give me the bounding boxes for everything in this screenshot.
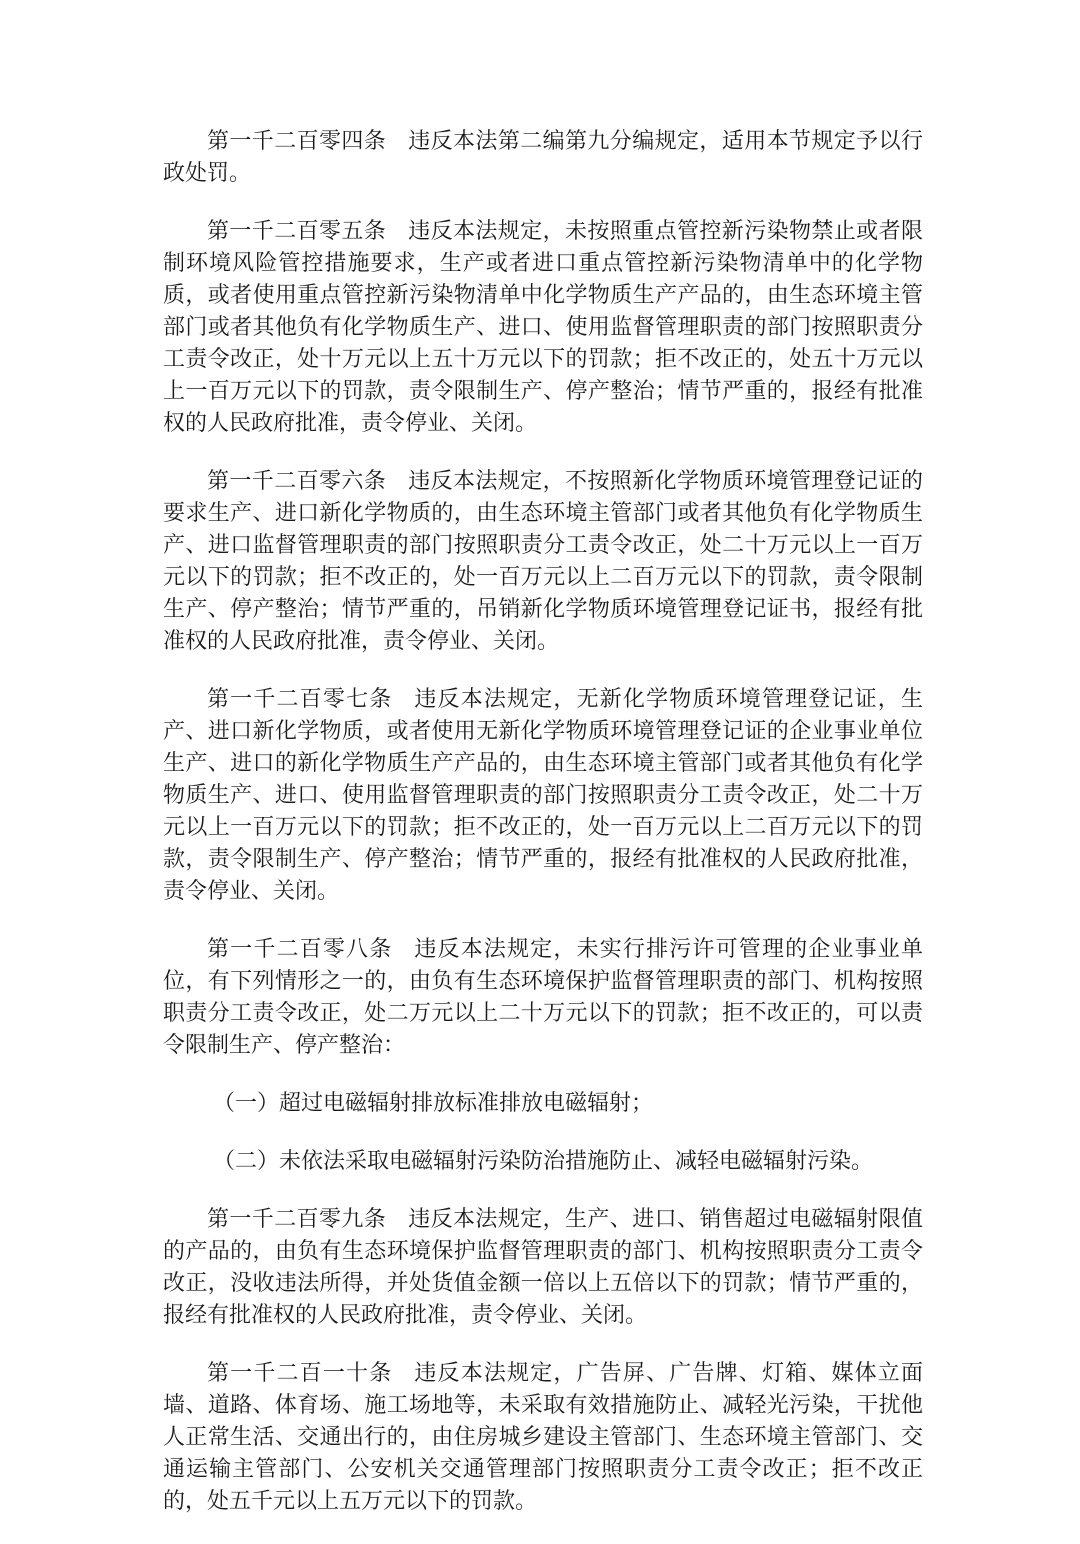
- article-1208: [163, 934, 923, 1062]
- article-text: 违反本法规定，未按照重点管控新污染物禁止或者限制环境风险管控措施要求，生产或者进口重点管控新污染物清单中的化学物质，或者使用重点管控新污染物清单中化学物质生产产品的，由生态环境主管部门或者其他负有化学物质生产、进口、使用监督管理职责的部门按照职责分工责令改正，处十万元以上五十万元以下的罚款；拒不改正的，处五十万元以上一百万元以下的罚款，责令限制生产、停产整治；情节严重的，报经有批准权的人民政府批准，责令停业、关闭。: [163, 219, 923, 436]
- article-number: 第一千二百零四条: [207, 129, 387, 154]
- article-text: 违反本法规定，不按照新化学物质环境管理登记证的要求生产、进口新化学物质的，由生态环境主管部门或者其他负有化学物质生产、进口监督管理职责的部门按照职责分工责令改正，处二十万元以上一百万元以下的罚款；拒不改正的，处一百万元以上二百万元以下的罚款，责令限制生产、停产整治；情节严重的，吊销新化学物质环境管理登记证书，报经有批准权的人民政府批准，责令停业、关闭。: [163, 469, 923, 654]
- article-text: 违反本法规定，未实行排污许可管理的企业事业单位，有下列情形之一的，由负有生态环境保护监督管理职责的部门、机构按照职责分工责令改正，处二万元以上二十万元以下的罚款；拒不改正的，可以责令限制生产、停产整治：: [163, 937, 923, 1058]
- article-1205: [163, 216, 923, 440]
- article-text: 违反本法规定，广告屏、广告牌、灯箱、媒体立面墙、道路、体育场、施工场地等，未采取有效措施防止、减轻光污染，干扰他人正常生活、交通出行的，由住房城乡建设主管部门、生态环境主管部门、交通运输主管部门、公安机关交通管理部门按照职责分工责令改正；拒不改正的，处五千元以上五万元以下的罚款。: [163, 1361, 923, 1514]
- article-number: 第一千二百零六条: [207, 469, 387, 494]
- article-1204: [163, 126, 923, 190]
- article-number: 第一千二百零九条: [207, 1207, 387, 1232]
- article-text: 违反本法规定，无新化学物质环境管理登记证，生产、进口新化学物质，或者使用无新化学物质环境管理登记证的企业事业单位生产、进口的新化学物质生产产品的，由生态环境主管部门或者其他负有化学物质生产、进口、使用监督管理职责的部门按照职责分工责令改正，处二十万元以上一百万元以下的罚款；拒不改正的，处一百万元以上二百万元以下的罚款，责令限制生产、停产整治；情节严重的，报经有批准权的人民政府批准，责令停业、关闭。: [163, 687, 923, 904]
- article-number: 第一千二百零五条: [207, 219, 387, 244]
- article-1207: [163, 684, 923, 908]
- article-1209: [163, 1204, 923, 1332]
- article-number: 第一千二百零八条: [207, 937, 393, 962]
- article-number: 第一千二百零七条: [207, 687, 393, 712]
- article-text: 违反本法规定，生产、进口、销售超过电磁辐射限值的产品的，由负有生态环境保护监督管理职责的部门、机构按照职责分工责令改正，没收违法所得，并处货值金额一倍以上五倍以下的罚款；情节严重的，报经有批准权的人民政府批准，责令停业、关闭。: [163, 1207, 923, 1328]
- list-item: （一）超过电磁辐射排放标准排放电磁辐射；: [213, 1091, 654, 1116]
- article-number: 第一千二百一十条: [207, 1361, 393, 1386]
- article-1206: [163, 466, 923, 658]
- article-text: 违反本法第二编第九分编规定，适用本节规定予以行政处罚。: [163, 129, 923, 186]
- document-page: [163, 126, 923, 1544]
- article-1210: [163, 1358, 923, 1518]
- list-item: （二）未依法采取电磁辐射污染防治措施防止、减轻电磁辐射污染。: [213, 1149, 874, 1174]
